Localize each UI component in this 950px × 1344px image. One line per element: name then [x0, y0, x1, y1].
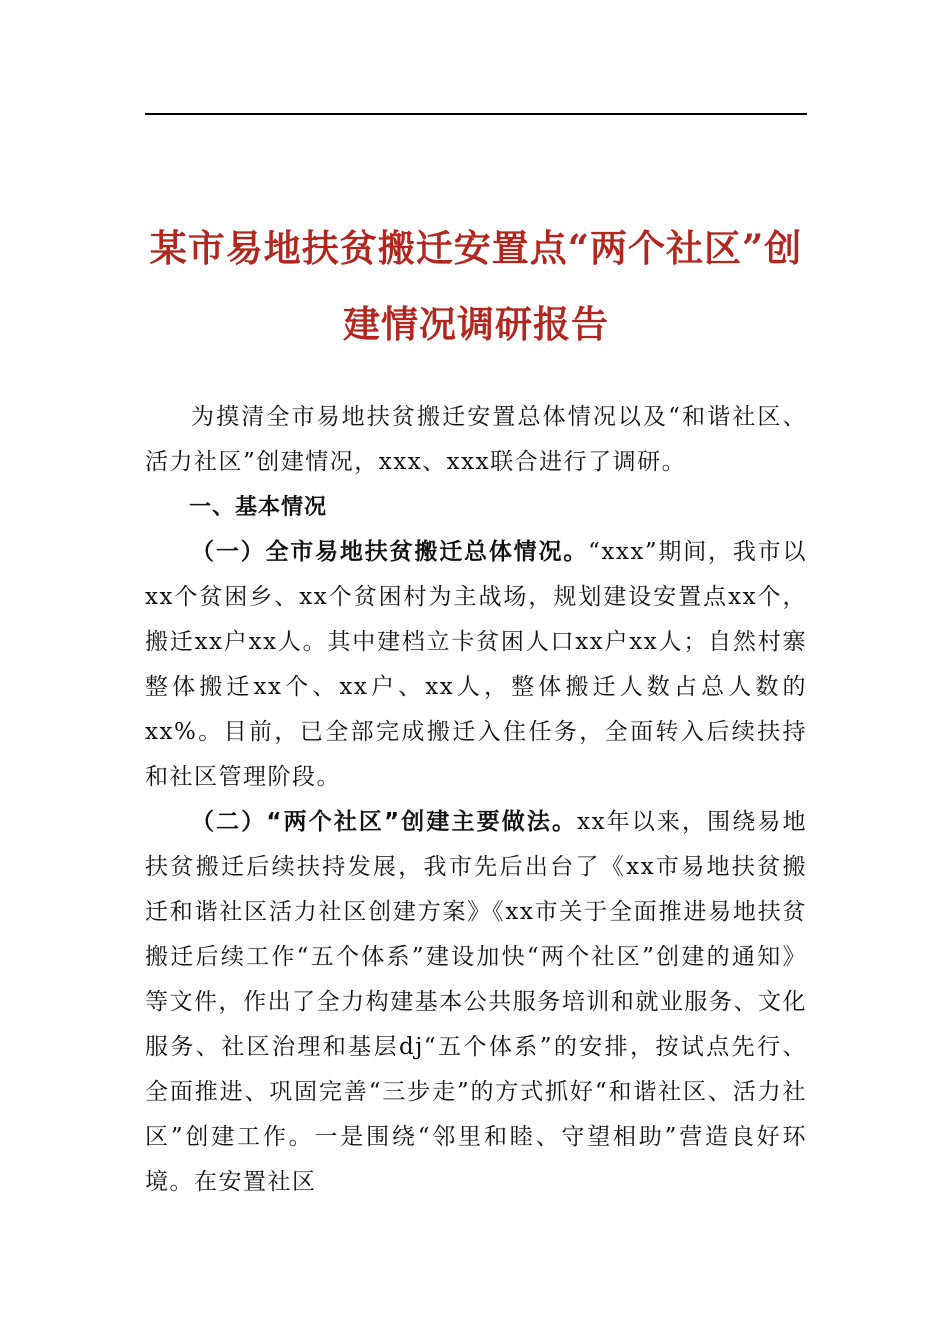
intro-paragraph: 为摸清全市易地扶贫搬迁安置总体情况以及“和谐社区、活力社区”创建情况，xxx、xxx联合进行了调研。 [145, 404, 807, 475]
title-line-1: 某市易地扶贫搬迁安置点“两个社区”创 [149, 225, 803, 270]
header-rule [145, 113, 807, 115]
subsection-heading-2: （二）“两个社区”创建主要做法。 [191, 809, 578, 835]
title-line-2: 建情况调研报告 [343, 301, 609, 346]
subsection-text-1: “xxx”期间，我市以xx个贫困乡、xx个贫困村为主战场，规划建设安置点xx个，搬迁xx户xx人。其中建档立卡贫困人口xx户xx人；自然村寨整体搬迁xx个、xx户、xx人，整体搬迁人数占总人数的xx%。目前，已全部完成搬迁入住任务，全面转入后续扶持和社区管理阶段。 [145, 539, 807, 790]
document-body [145, 395, 807, 1205]
document-title [140, 210, 812, 362]
subsection-paragraph-1 [145, 530, 807, 800]
subsection-text-2: xx年以来，围绕易地扶贫搬迁后续扶持发展，我市先后出台了《xx市易地扶贫搬迁和谐社区活力社区创建方案》《xx市关于全面推进易地扶贫搬迁后续工作“五个体系”建设加快“两个社区”创建的通知》等文件，作出了全力构建基本公共服务培训和就业服务、文化服务、社区治理和基层dj“五个体系”的安排，按试点先行、全面推进、巩固完善“三步走”的方式抓好“和谐社区、活力社区”创建工作。一是围绕“邻里和睦、守望相助”营造良好环境。在安置社区 [145, 809, 807, 1195]
subsection-heading-1: （一）全市易地扶贫搬迁总体情况。 [191, 539, 589, 565]
subsection-paragraph-2 [145, 800, 807, 1205]
section-heading-basic-situation: 一、基本情况 [189, 495, 328, 520]
